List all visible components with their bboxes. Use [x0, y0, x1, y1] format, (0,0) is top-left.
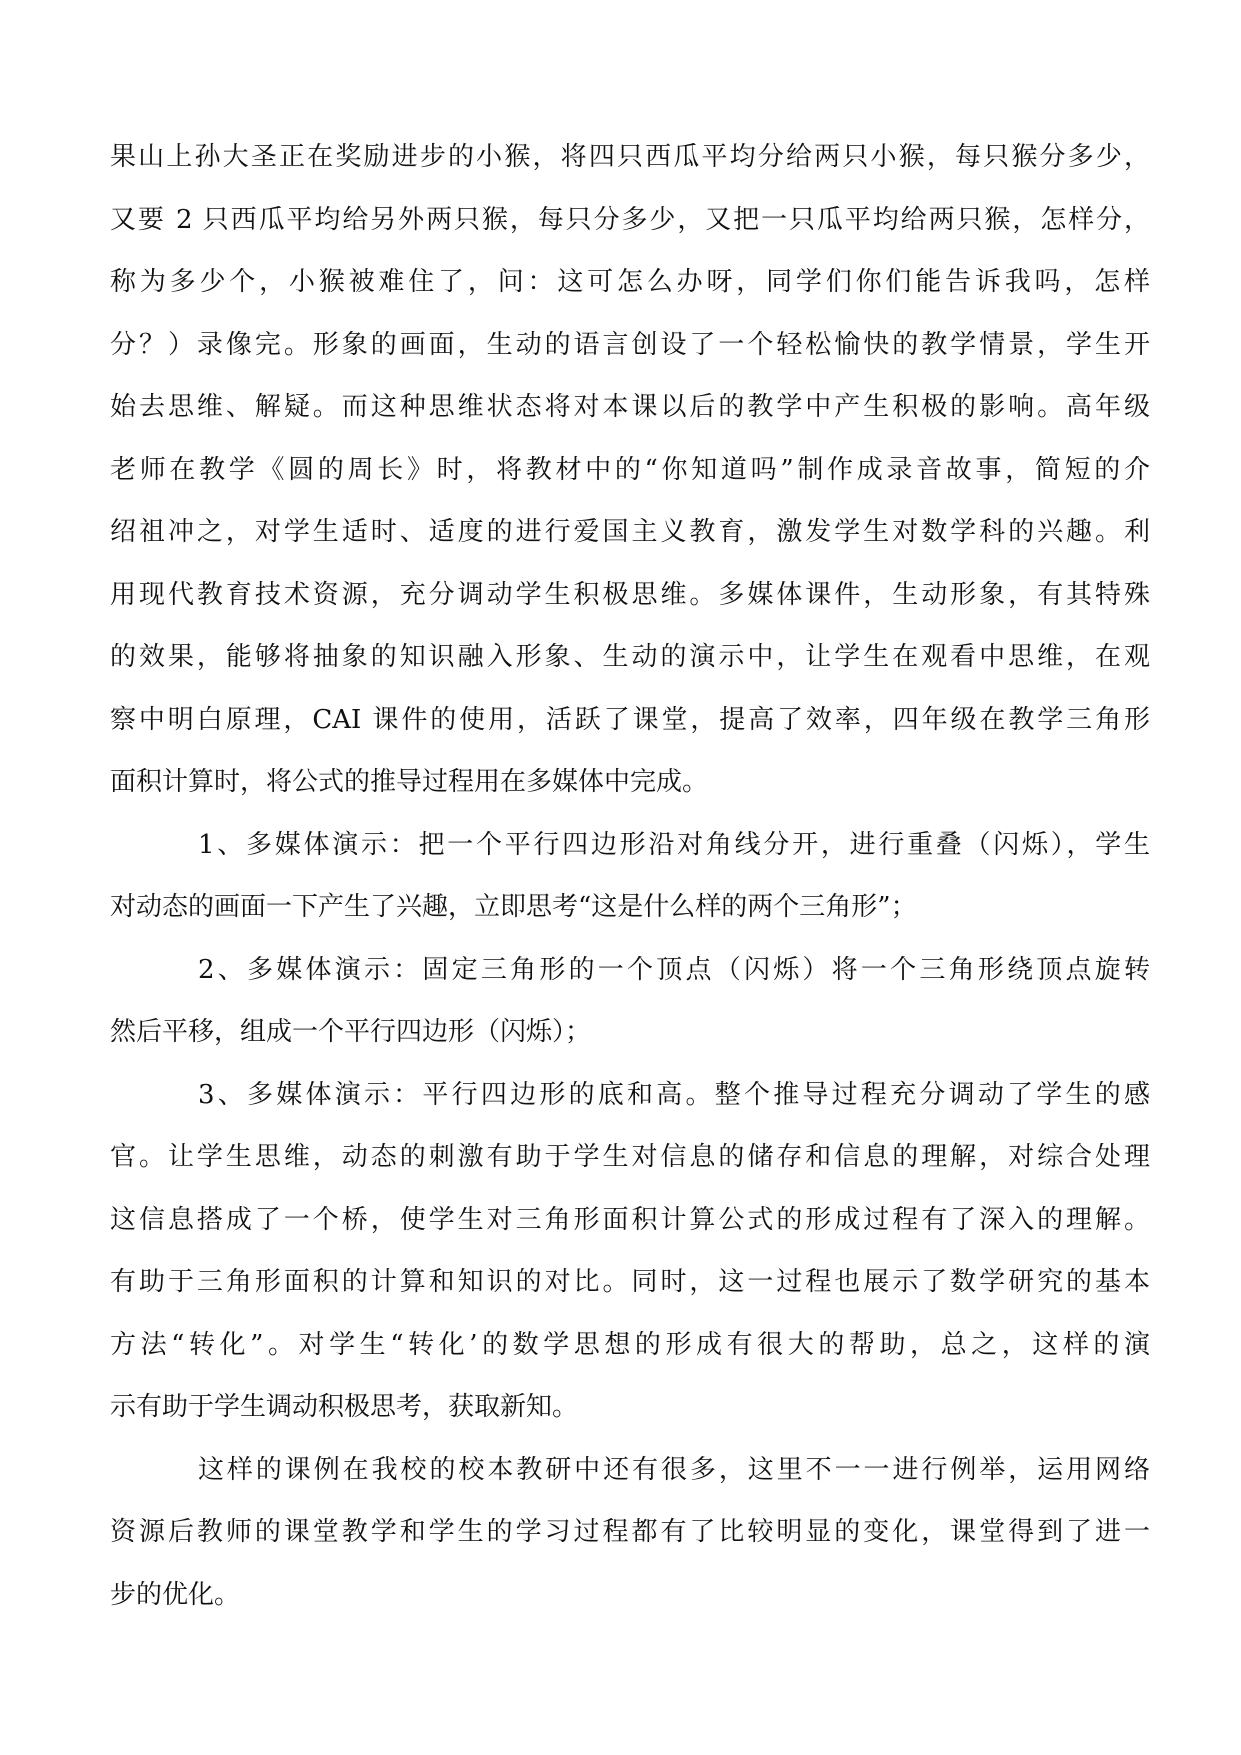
- text-line: 对动态的画面一下产生了兴趣，立即思考“这是什么样的两个三角形”；: [110, 892, 917, 922]
- paragraph-start-line: 这样的课例在我校的校本教研中还有很多，这里不一一进行例举，运用网络: [198, 1454, 1150, 1485]
- text-line: 面积计算时，将公式的推导过程用在多媒体中完成。: [110, 767, 709, 797]
- document-body: [110, 126, 1150, 1626]
- text-line: 又要 2 只西瓜平均给另外两只猴，每只分多少，又把一只瓜平均给两只猴，怎样分，: [110, 204, 1150, 235]
- text-line: 老师在教学《圆的周长》时，将教材中的“你知道吗”制作成录音故事，简短的介: [110, 454, 1150, 485]
- text-line: 步的优化。: [110, 1579, 241, 1610]
- list-item-1-line: 1、多媒体演示：把一个平行四边形沿对角线分开，进行重叠（闪烁），学生: [198, 829, 1150, 860]
- text-line: 然后平移，组成一个平行四边形（闪烁）；: [110, 1017, 592, 1047]
- text-line: 有助于三角形面积的计算和知识的对比。同时，这一过程也展示了数学研究的基本: [110, 1267, 1150, 1297]
- text-line: 察中明白原理，CAI 课件的使用，活跃了课堂，提高了效率，四年级在教学三角形: [110, 704, 1150, 735]
- text-line: 示有助于学生调动积极思考，获取新知。: [110, 1392, 579, 1422]
- text-line: 资源后教师的课堂教学和学生的学习过程都有了比较明显的变化，课堂得到了进一: [110, 1517, 1150, 1547]
- text-line: 官。让学生思维，动态的刺激有助于学生对信息的储存和信息的理解，对综合处理: [110, 1142, 1150, 1172]
- text-line: 方法“转化”。对学生“转化’的数学思想的形成有很大的帮助，总之，这样的演: [110, 1329, 1150, 1360]
- text-line: 始去思维、解疑。而这种思维状态将对本课以后的教学中产生积极的影响。高年级: [110, 392, 1150, 422]
- text-line: 用现代教育技术资源，充分调动学生积极思维。多媒体课件，生动形象，有其特殊: [110, 579, 1150, 610]
- text-line: 这信息搭成了一个桥，使学生对三角形面积计算公式的形成过程有了深入的理解。: [110, 1204, 1150, 1235]
- text-line: 的效果，能够将抽象的知识融入形象、生动的演示中，让学生在观看中思维，在观: [110, 642, 1150, 672]
- list-item-2-line: 2、多媒体演示：固定三角形的一个顶点（闪烁）将一个三角形绕顶点旋转: [198, 954, 1150, 985]
- list-item-3-line: 3、多媒体演示：平行四边形的底和高。整个推导过程充分调动了学生的感: [198, 1079, 1150, 1110]
- text-line: 分？）录像完。形象的画面，生动的语言创设了一个轻松愉快的教学情景，学生开: [110, 329, 1150, 360]
- text-line: 称为多少个，小猴被难住了，问：这可怎么办呀，同学们你们能告诉我吗，怎样: [110, 267, 1150, 297]
- text-line: 果山上孙大圣正在奖励进步的小猴，将四只西瓜平均分给两只小猴，每只猴分多少，: [110, 142, 1150, 172]
- text-line: 绍祖冲之，对学生适时、适度的进行爱国主义教育，激发学生对数学科的兴趣。利: [110, 517, 1150, 547]
